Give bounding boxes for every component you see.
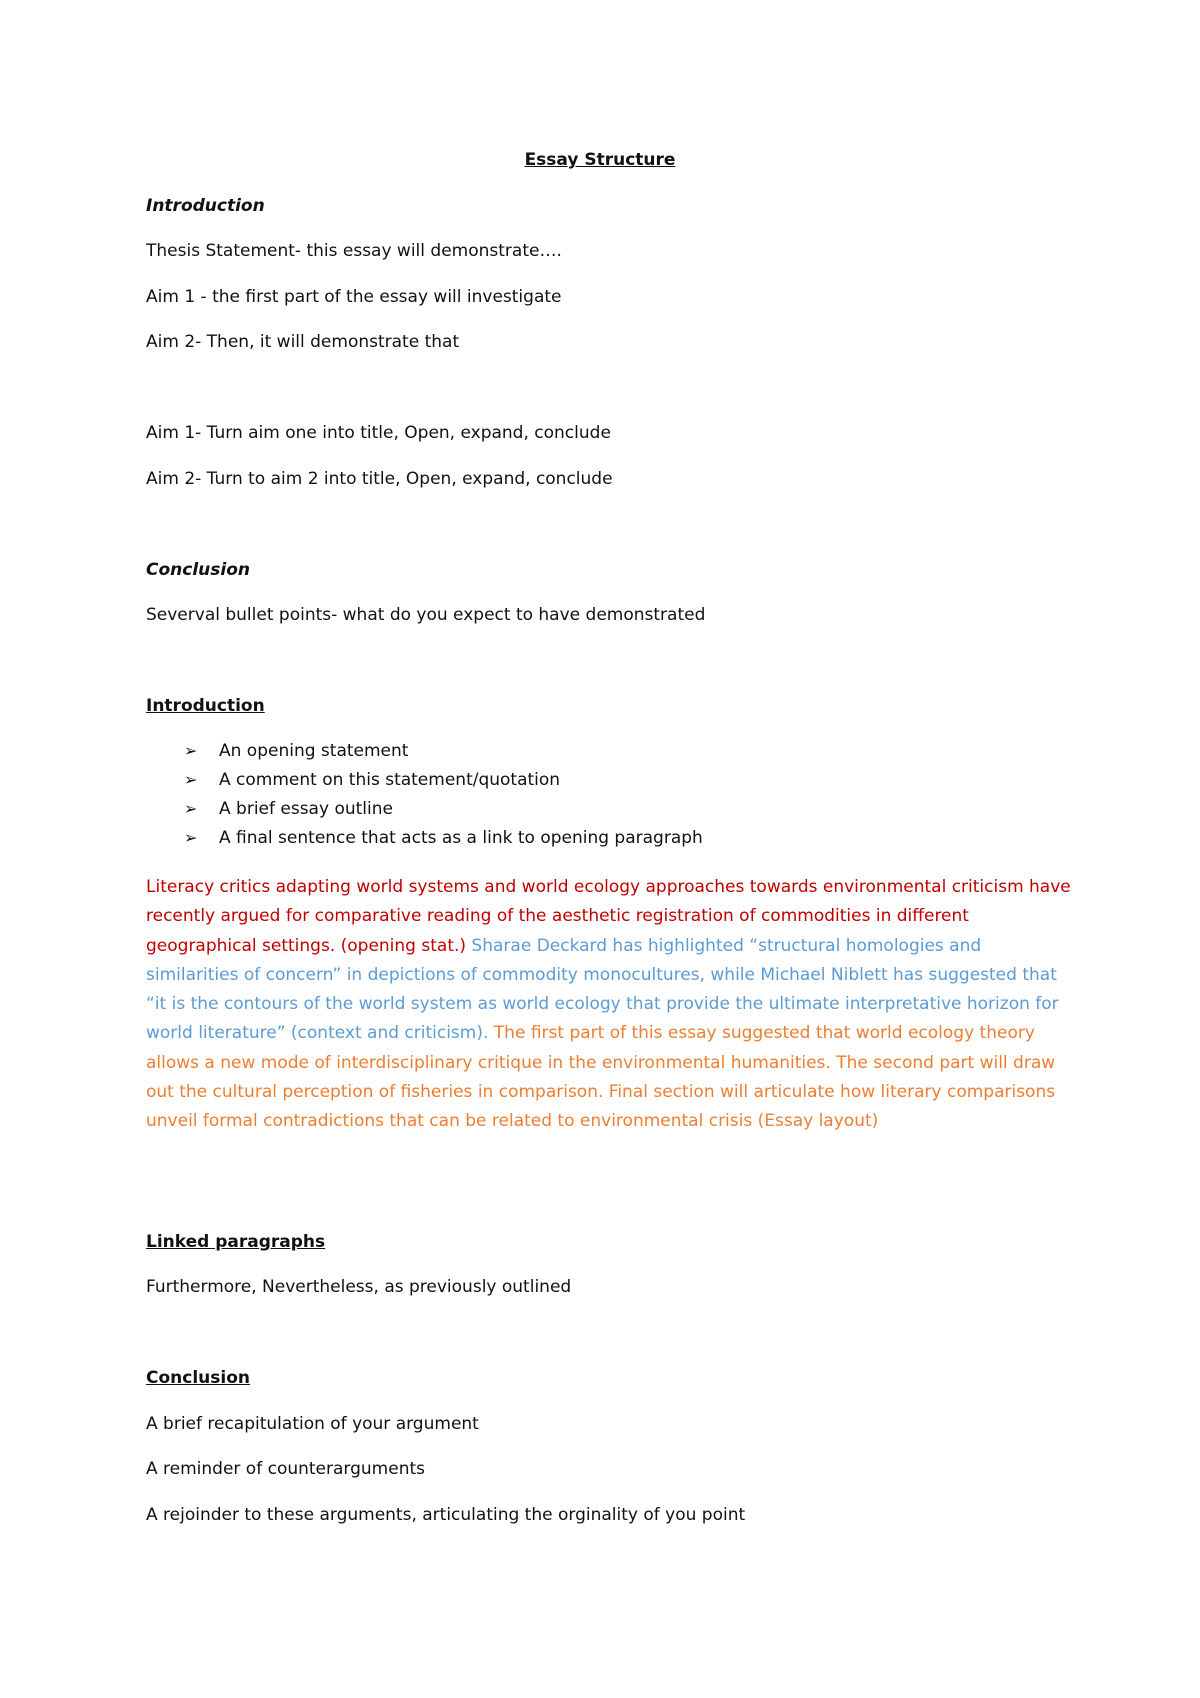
aim2-body-line: Aim 2- Turn to aim 2 into title, Open, expand, conclude — [146, 469, 613, 489]
list-item-text: A brief essay outline — [219, 799, 393, 819]
opening-statement-text: Literacy critics adapting world systems and world ecology approaches towards environmental criticism have recently argued for comparative reading of the aesthetic registration of commodities in different geographical settings. (opening stat.) — [146, 877, 1071, 956]
thesis-line: Thesis Statement- this essay will demonstrate…. — [146, 241, 562, 261]
linked-paragraphs-heading: Linked paragraphs — [146, 1232, 326, 1252]
list-item — [146, 740, 703, 769]
conclusion-line: A brief recapitulation of your argument — [146, 1414, 479, 1434]
arrowhead-bullet-icon: ➢ — [184, 799, 198, 818]
page-title: Essay Structure — [524, 150, 676, 170]
arrowhead-bullet-icon: ➢ — [184, 741, 198, 760]
conclusion-heading: Conclusion — [146, 1368, 250, 1388]
conclusion-line: A reminder of counterarguments — [146, 1459, 425, 1479]
list-item — [146, 827, 703, 856]
arrowhead-bullet-icon: ➢ — [184, 770, 198, 789]
aim1-line: Aim 1 - the first part of the essay will investigate — [146, 287, 562, 307]
list-item — [146, 798, 703, 827]
introduction-heading: Introduction — [146, 696, 265, 716]
outline-conclusion-heading: Conclusion — [146, 560, 250, 580]
outline-conclusion-text: Severval bullet points- what do you expect to have demonstrated — [146, 605, 706, 625]
introduction-bullet-list — [146, 740, 703, 856]
example-introduction-paragraph — [146, 873, 1076, 1137]
list-item-text: An opening statement — [219, 741, 409, 761]
list-item — [146, 769, 703, 798]
outline-intro-heading: Introduction — [146, 196, 265, 216]
aim2-line: Aim 2- Then, it will demonstrate that — [146, 332, 460, 352]
list-item-text: A final sentence that acts as a link to opening paragraph — [219, 828, 703, 848]
conclusion-line: A rejoinder to these arguments, articulating the orginality of you point — [146, 1505, 746, 1525]
aim1-body-line: Aim 1- Turn aim one into title, Open, expand, conclude — [146, 423, 611, 443]
arrowhead-bullet-icon: ➢ — [184, 828, 198, 847]
linked-paragraphs-text: Furthermore, Nevertheless, as previously outlined — [146, 1277, 572, 1297]
list-item-text: A comment on this statement/quotation — [219, 770, 561, 790]
essay-layout-text: The first part of this essay suggested that world ecology theory allows a new mode of interdisciplinary critique in the environmental humanities. The second part will draw out the cultural perception of fisheries in comparison. Final section will articulate how literary comparisons unveil formal contradictions that can be related to environmental crisis (Essay layout) — [146, 1023, 1056, 1132]
context-criticism-text: Sharae Deckard has highlighted “structural homologies and similarities of concern” in depictions of commodity monocultures, while Michael Niblett has suggested that “it is the contours of the world system as world ecology that provide the ultimate interpretative horizon for world literature” (context and criticism). — [146, 935, 1059, 1044]
